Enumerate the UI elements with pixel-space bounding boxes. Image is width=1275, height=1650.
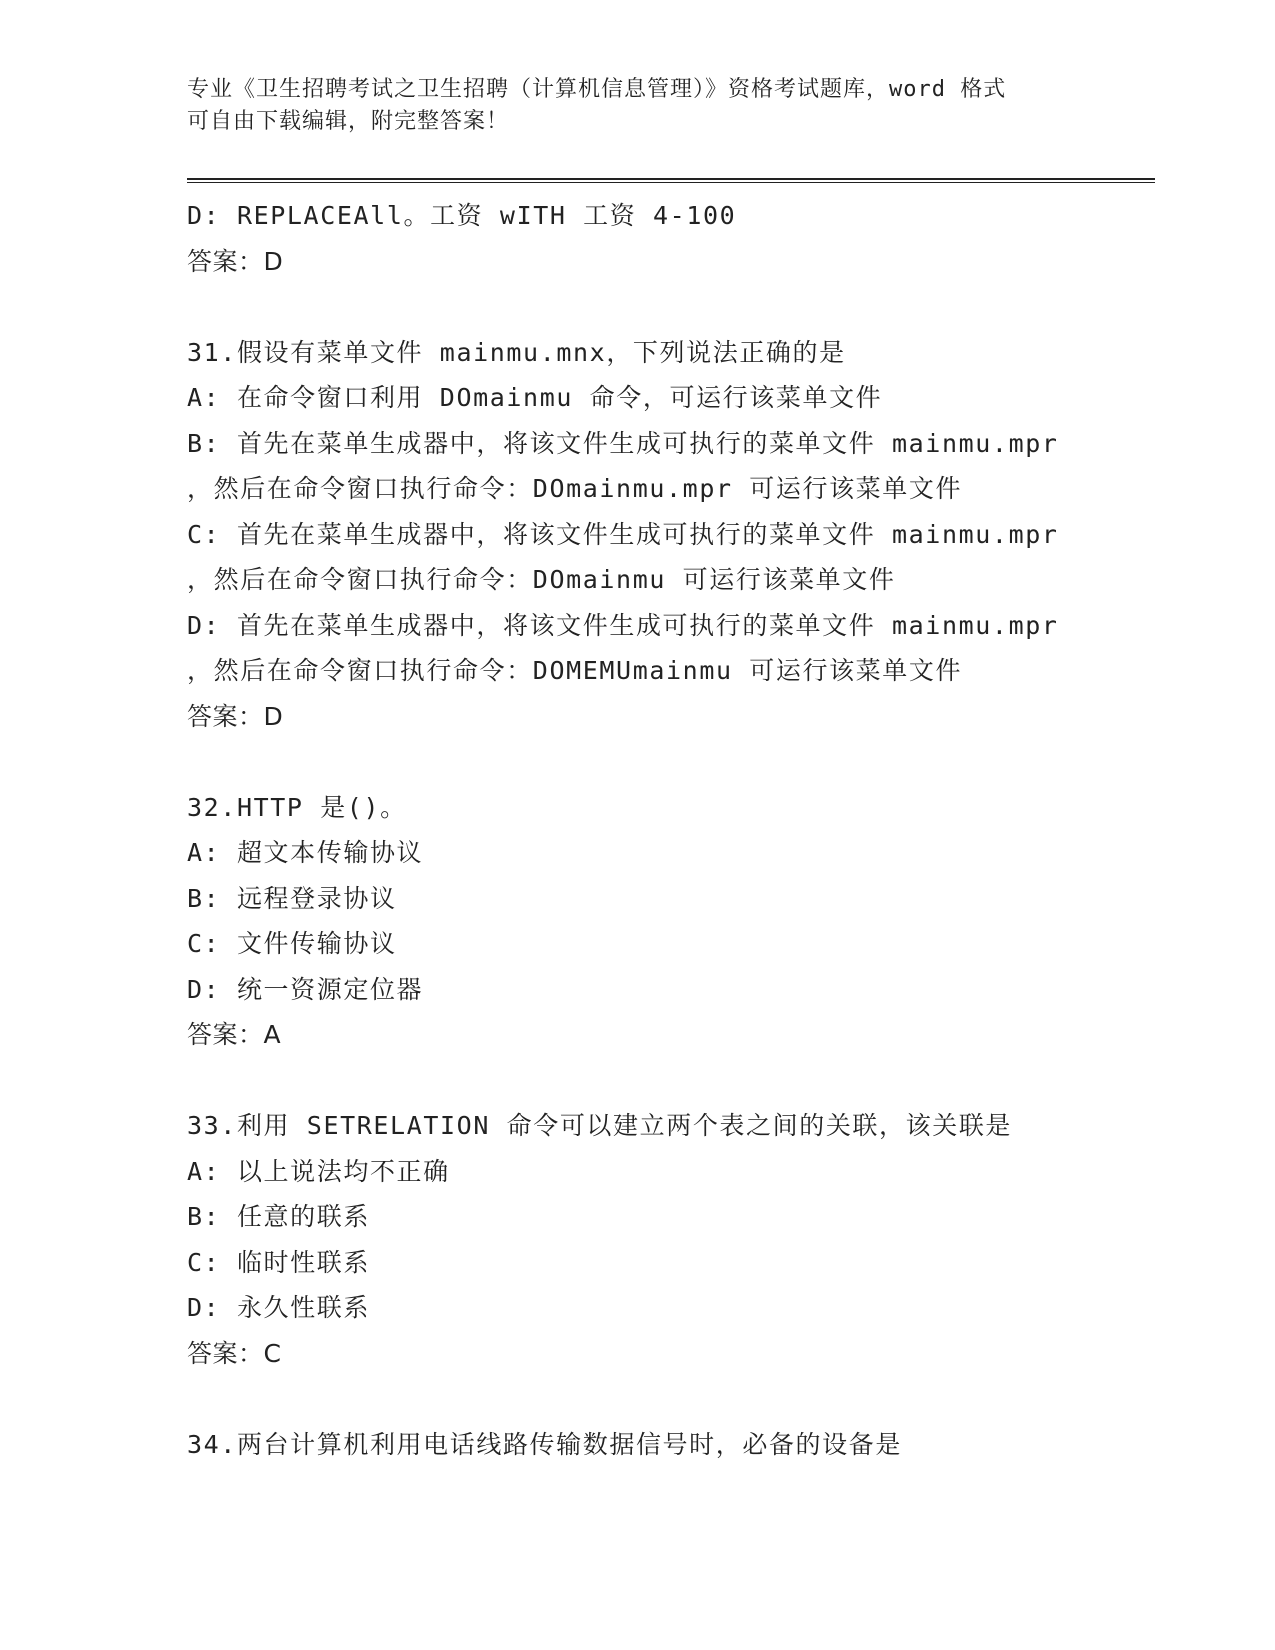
- question-option: D: 首先在菜单生成器中，将该文件生成可执行的菜单文件 mainmu.mpr: [187, 610, 1059, 640]
- question-32: [187, 785, 1187, 1058]
- question-option: D: 统一资源定位器: [187, 974, 424, 1004]
- previous-option-d: D: REPLACEAll。工资 wITH 工资 4-100: [187, 201, 737, 230]
- question-option: B: 远程登录协议: [187, 883, 397, 913]
- question-option: B: 首先在菜单生成器中，将该文件生成可执行的菜单文件 mainmu.mpr: [187, 428, 1059, 458]
- question-34: [187, 1422, 1187, 1468]
- question-option-continued: ，然后在命令窗口执行命令：DOmainmu.mpr 可运行该菜单文件: [187, 474, 963, 503]
- header-line-2: 可自由下载编辑，附完整答案！: [187, 109, 510, 134]
- question-list: [187, 193, 1187, 1467]
- question-option: C: 临时性联系: [187, 1247, 370, 1277]
- question-answer: 答案：C: [187, 1338, 282, 1368]
- question-option: A: 超文本传输协议: [187, 838, 424, 867]
- question-stem: 32.HTTP 是()。: [187, 792, 407, 822]
- question-option: A: 在命令窗口利用 DOmainmu 命令，可运行该菜单文件: [187, 383, 883, 412]
- question-stem: 34.两台计算机利用电话线路传输数据信号时，必备的设备是: [187, 1429, 902, 1459]
- header-divider-thin: [187, 182, 1155, 183]
- question-answer: 答案：A: [187, 1020, 282, 1049]
- question-option: C: 文件传输协议: [187, 929, 397, 958]
- question-answer: 答案：D: [187, 701, 284, 731]
- header-divider-thick: [187, 178, 1155, 180]
- question-option-continued: ，然后在命令窗口执行命令：DOMEMUmainmu 可运行该菜单文件: [187, 656, 963, 685]
- previous-answer: 答案：D: [187, 246, 284, 276]
- question-option: C: 首先在菜单生成器中，将该文件生成可执行的菜单文件 mainmu.mpr: [187, 519, 1059, 549]
- question-stem: 31.假设有菜单文件 mainmu.mnx，下列说法正确的是: [187, 337, 846, 367]
- document-header: [187, 74, 1006, 138]
- question-option: B: 任意的联系: [187, 1202, 370, 1231]
- question-option: D: 永久性联系: [187, 1293, 370, 1322]
- question-option-continued: ，然后在命令窗口执行命令：DOmainmu 可运行该菜单文件: [187, 565, 896, 594]
- question-option: A: 以上说法均不正确: [187, 1156, 450, 1186]
- question-31: [187, 330, 1187, 740]
- question-stem: 33.利用 SETRELATION 命令可以建立两个表之间的关联，该关联是: [187, 1111, 1013, 1140]
- header-line-1: 专业《卫生招聘考试之卫生招聘（计算机信息管理）》资格考试题库，word 格式: [187, 77, 1007, 102]
- question-33: [187, 1103, 1187, 1376]
